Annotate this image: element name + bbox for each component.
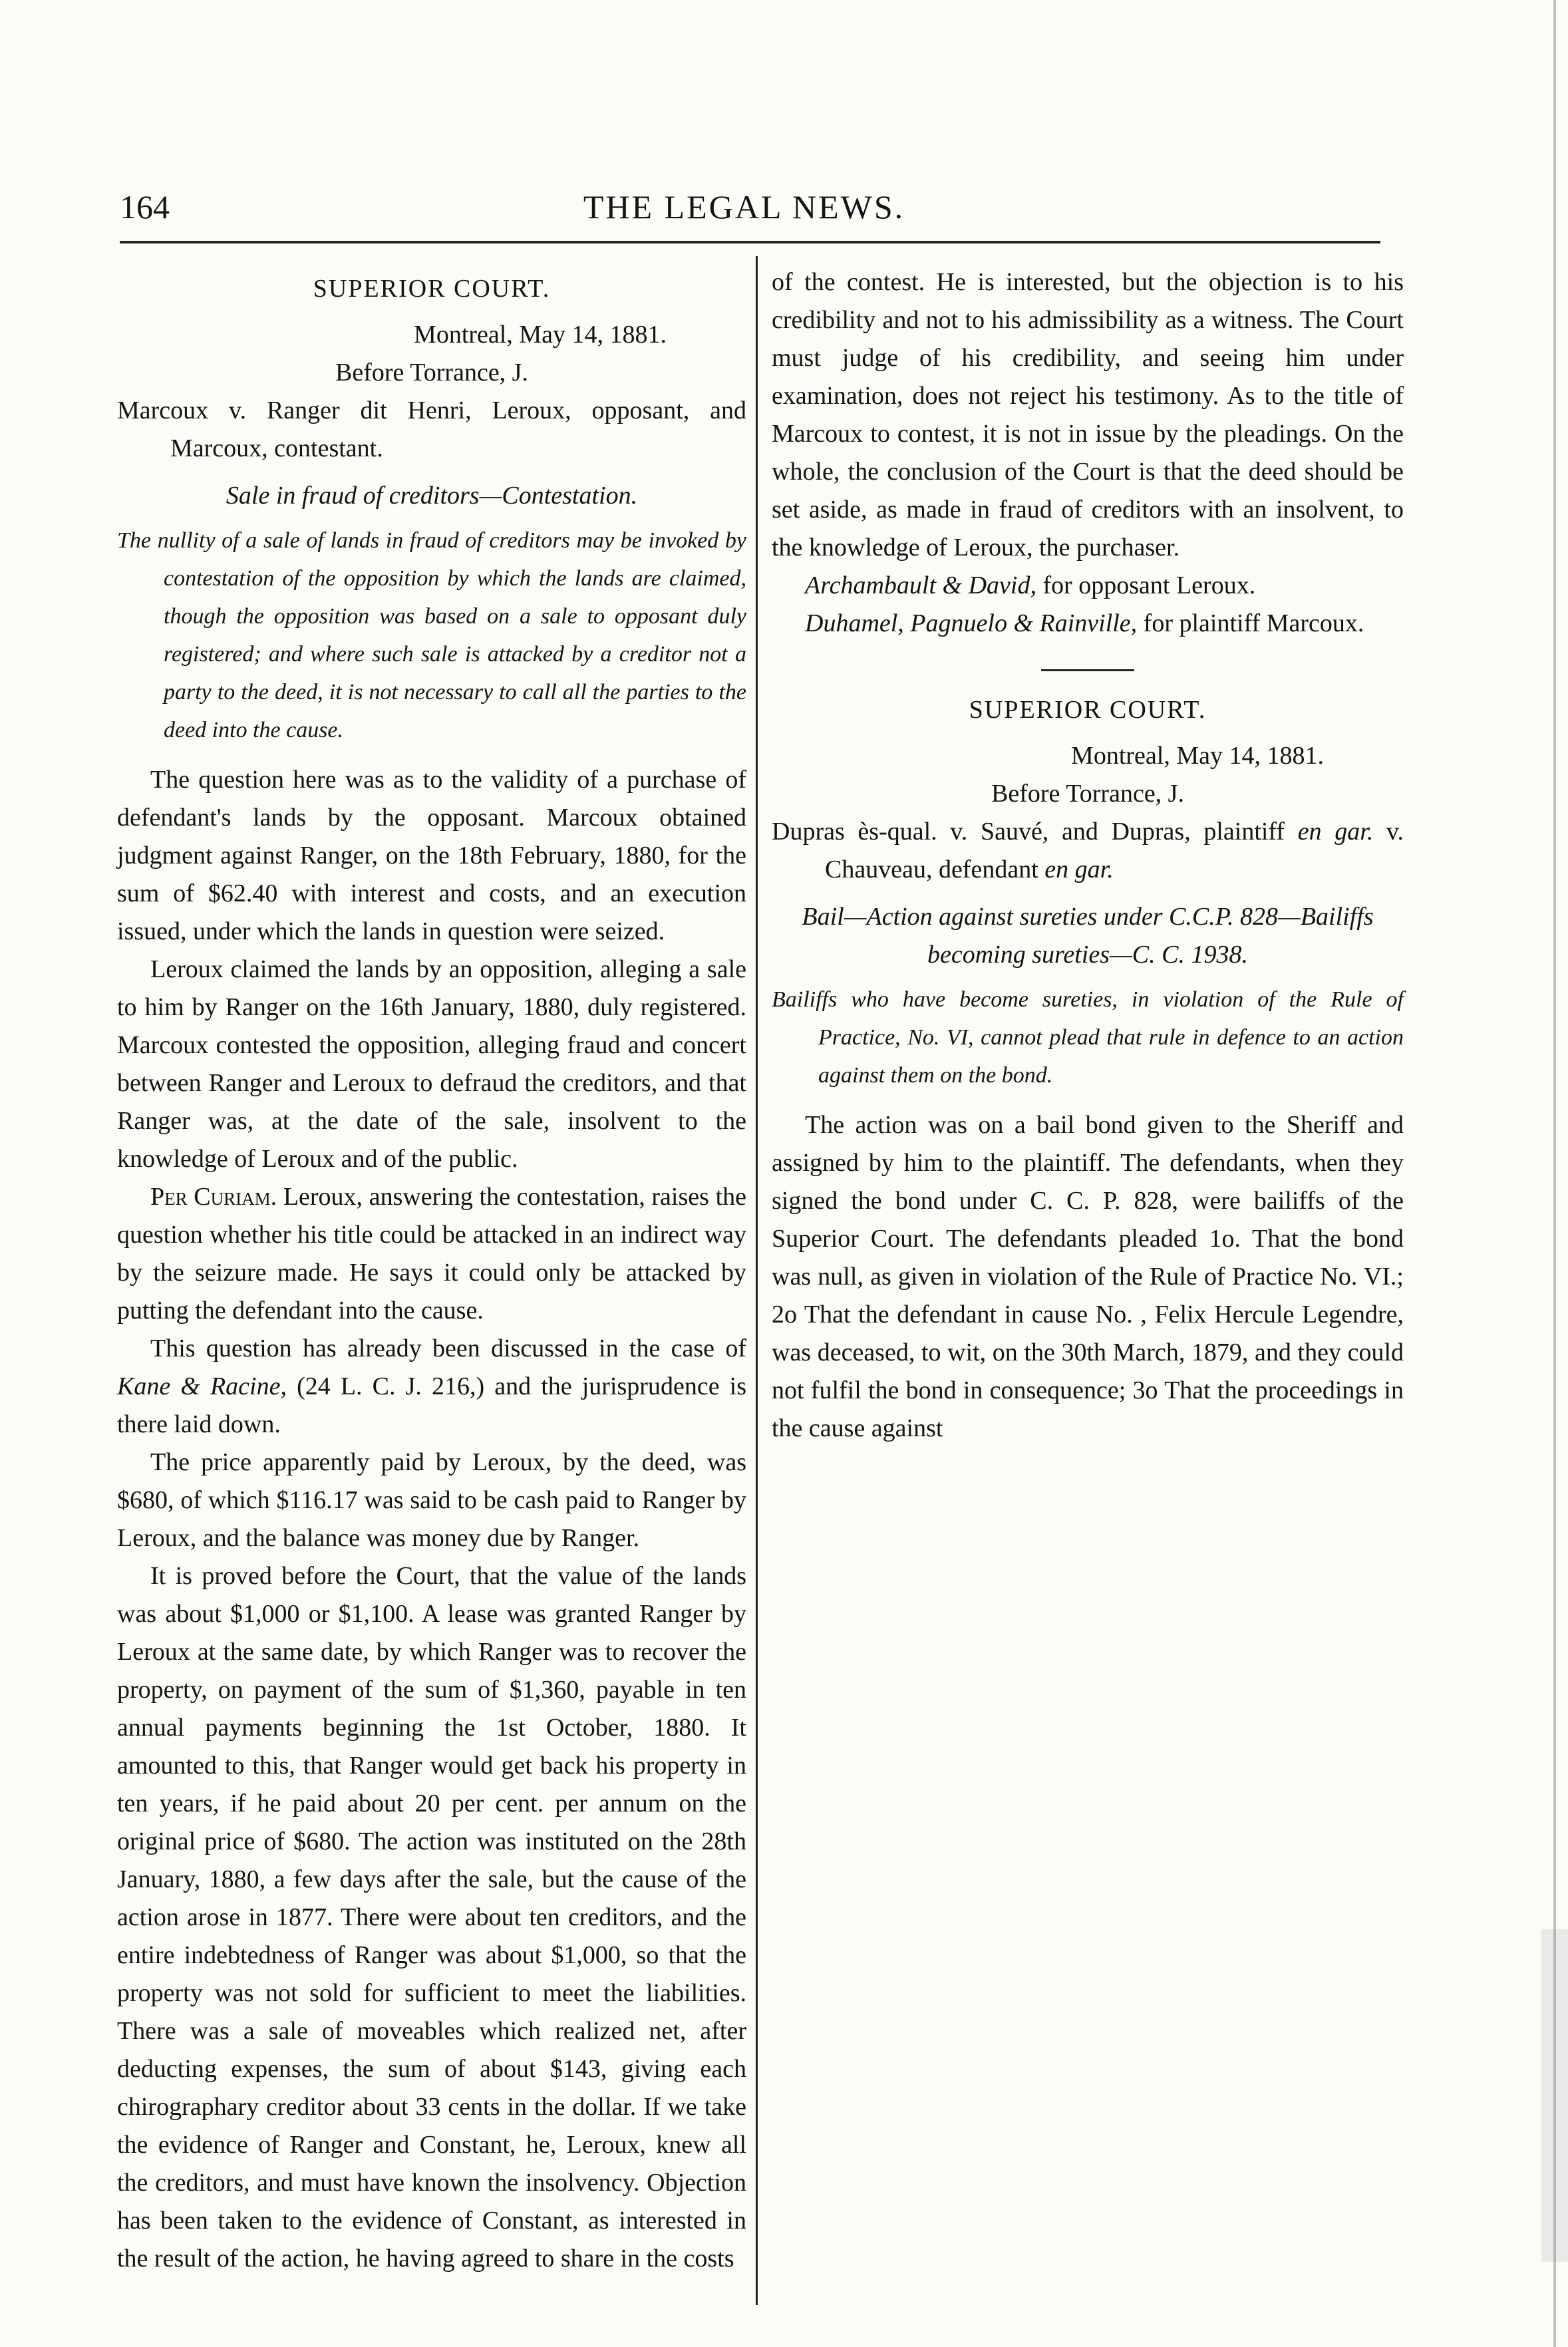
case1-date: Montreal, May 14, 1881. bbox=[414, 321, 667, 349]
case1-paragraph: The question here was as to the validity of a purchase of defendant's lands by the opposant. Marcoux obtained judgment against Ranger, on the 18th February, 1880, for the sum of $62.40 with interest and costs, and an execution issued, under which the lands in question were seized. bbox=[117, 766, 746, 945]
case1-headnote: The nullity of a sale of lands in fraud of creditors may be invoked by contestation of the opposition by which the lands are claimed, though the opposition was based on a sale to opposant duly registered; and where such sale is attacked by a creditor not a party to the deed, it is not necessary to call all the parties to the deed into the cause. bbox=[117, 528, 746, 742]
case2-paragraph: The action was on a bail bond given to the Sheriff and assigned by him to the plaintiff. The defendants, when they signed the bond under C. C. P. 828, were bailiffs of the Superior Court. The defendants pleaded 1o. That the bond was null, as given in violation of the Rule of Practice No. VI.; 2o That the defendant in cause No. , Felix Hercule Legendre, was deceased, to wit, on the 30th March, 1879, and they could not fulfil the bond in consequence; 3o That the proceedings in the cause against bbox=[772, 1111, 1404, 1442]
case1-paragraph-continued: of the contest. He is interested, but the objection is to his credibility and not to his admissibility as a witness. The Court must judge of his credibility, and seeing him under examination, does not reject his testimony. As to the title of Marcoux to contest, it is not in issue by the pleadings. On the whole, the conclusion of the Court is that the deed should be set aside, as made in fraud of creditors with an insolvent, to the knowledge of Leroux, the purchaser. bbox=[772, 268, 1404, 561]
per-curiam-text: Leroux, answering the contestation, raises the question whether his title could be attacked in an indirect way by the seizure made. He says it could only be attacked by putting the defendant into the cause. bbox=[117, 1183, 746, 1325]
case2-judge: Before Torrance, J. bbox=[991, 780, 1184, 808]
kane-before: This question has already been discussed in the case of bbox=[150, 1334, 746, 1362]
case2-court-title: SUPERIOR COURT. bbox=[969, 696, 1207, 724]
counsel2-names: Duhamel, Pagnuelo & Rainville, bbox=[805, 609, 1138, 637]
column-divider bbox=[756, 256, 758, 2305]
counsel1-names: Archambault & David, bbox=[805, 571, 1036, 599]
case1-judge: Before Torrance, J. bbox=[335, 359, 528, 387]
case2-parties bbox=[772, 813, 1404, 889]
case2-date: Montreal, May 14, 1881. bbox=[1071, 742, 1324, 770]
case1-paragraph: The price apparently paid by Leroux, by the deed, was $680, of which $116.17 was said to be cash paid to Ranger by Leroux, and the balance was money due by Ranger. bbox=[117, 1448, 746, 1552]
case1-paragraph-long: It is proved before the Court, that the value of the lands was about $1,000 or $1,100. A lease was granted Ranger by Leroux at the same date, by which Ranger was to recover the property, on payment of the sum of $1,360, payable in ten annual payments beginning the 1st October, 1880. It amounted to this, that Ranger would get back his property in ten years, if he paid about 20 per cent. per annum on the original price of $680. The action was instituted on the 28th January, 1880, a few days after the sale, but the cause of the action arose in 1877. There were about ten creditors, and the entire indebtedness of Ranger was about $1,000, so that the property was not sold for sufficient to meet the liabilities. There was a sale of moveables which realized net, after deducting expenses, the sum of about $143, giving each chirographary creditor about 33 cents in the dollar. If we take the evidence of Ranger and Constant, he, Leroux, knew all the creditors, and must have known the insolvency. Objection has been taken to the evidence of Constant, as interested in the result of the action, he having agreed to share in the costs bbox=[117, 1562, 746, 2272]
case1-counsel-plaintiff bbox=[772, 605, 1404, 643]
parties-a: Dupras ès-qual. v. Sauvé, and Dupras, plaintiff bbox=[772, 818, 1285, 846]
case1-parties: Marcoux v. Ranger dit Henri, Leroux, opposant, and Marcoux, contestant. bbox=[117, 396, 746, 462]
kane-after: (24 L. C. J. 216,) and the jurisprudence is there laid down. bbox=[117, 1372, 747, 1438]
case1-court-title: SUPERIOR COURT. bbox=[313, 275, 551, 303]
case1-counsel-opposant bbox=[772, 567, 1404, 605]
running-head bbox=[120, 188, 1368, 247]
case2-headnote: Bailiffs who have become sureties, in violation of the Rule of Practice, No. VI, cannot plead that rule in defence to an action against them on the bond. bbox=[772, 987, 1404, 1088]
left-column bbox=[117, 263, 746, 2278]
journal-title: THE LEGAL NEWS. bbox=[583, 188, 905, 226]
case2-subject: Bail—Action against sureties under C.C.P. 828—Bailiffs becoming sureties—C. C. 1938. bbox=[802, 903, 1374, 969]
counsel1-role: for opposant Leroux. bbox=[1042, 571, 1256, 599]
kane-case-name: Kane & Racine, bbox=[117, 1372, 287, 1400]
parties-c: v. Chauveau, defendant bbox=[825, 818, 1404, 883]
per-curiam-label: Per Curiam. bbox=[150, 1183, 277, 1211]
scan-edge-smudge bbox=[1501, 0, 1568, 2347]
parties-en-gar-1: en gar. bbox=[1297, 818, 1374, 846]
case1-subject: Sale in fraud of creditors—Contestation. bbox=[226, 482, 638, 510]
right-column bbox=[772, 263, 1404, 1448]
section-rule bbox=[1041, 669, 1134, 671]
parties-en-gar-2: en gar. bbox=[1044, 856, 1114, 883]
case1-paragraph-kane bbox=[117, 1330, 746, 1444]
case1-paragraph: Leroux claimed the lands by an opposition, alleging a sale to him by Ranger on the 16th January, 1880, duly registered. Marcoux contested the opposition, alleging fraud and concert between Ranger and Leroux to defraud the creditors, and that Ranger was, at the date of the sale, insolvent to the knowledge of Leroux and of the public. bbox=[117, 955, 746, 1173]
case1-per-curiam bbox=[117, 1178, 746, 1330]
page-number: 164 bbox=[120, 188, 170, 226]
counsel2-role: for plaintiff Marcoux. bbox=[1143, 609, 1364, 637]
header-rule bbox=[120, 241, 1380, 243]
